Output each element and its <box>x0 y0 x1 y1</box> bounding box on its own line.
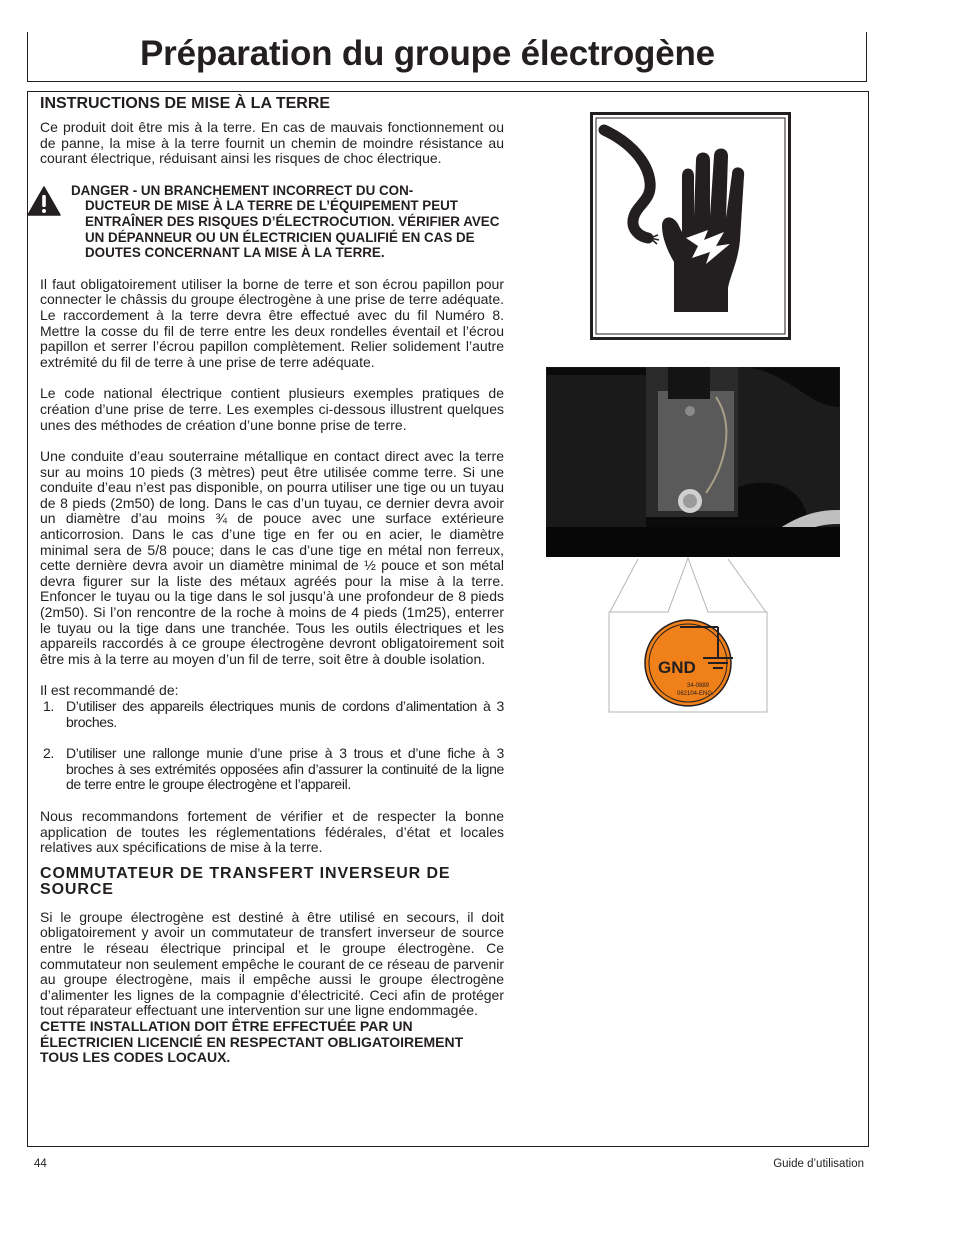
paragraph-electrical-code: Le code national électrique contient plusieurs exemples pratiques de création d’une prise de terre. Les exemples ci-dessous illustrent quelques unes des méthodes de création d’une bonne prise de terre. <box>40 385 504 433</box>
list-item: 2. D’utiliser une rallonge munie d’une prise à 3 trous et d’une fiche à 3 broches à ses extrémités opposées afin d’assurer la continuité de la ligne de terre entre le groupe électrogène et l’appareil. <box>43 745 504 793</box>
gnd-code-1: 34-0889 <box>687 683 710 689</box>
danger-text: DUCTEUR DE MISE À LA TERRE DE L’ÉQUIPEMENT PEUT ENTRAÎNER DES RISQUES D’ÉLECTROCUTION. VÉRIFIER AVEC UN DÉPANNEUR OU UN ÉLECTRICIEN QUALIFIÉ EN CAS DE DOUTES CONCERNANT LA MISE À LA TERRE. <box>85 198 500 261</box>
page-number: 44 <box>34 1158 47 1170</box>
gnd-text: GND <box>658 658 696 677</box>
danger-line-1: DANGER - UN BRANCHEMENT INCORRECT DU CON- <box>71 182 414 198</box>
installation-warning: CETTE INSTALLATION DOIT ÊTRE EFFECTUÉE PAR UN ÉLECTRICIEN LICENCIÉ EN RESPECTANT OBLIGATOIREMENT TOUS LES CODES LOCAUX. <box>40 1017 464 1066</box>
section-heading-transfer-switch: COMMUTATEUR DE TRANSFERT INVERSEUR DE SOURCE <box>40 864 451 898</box>
section-heading-grounding: INSTRUCTIONS DE MISE À LA TERRE <box>40 95 331 112</box>
paragraph-intro: Ce produit doit être mis à la terre. En cas de mauvais fonctionnement ou de panne, la mise à la terre fournit un chemin de moindre résistance au courant électrique, réduisant ainsi les risques de choc électrique. <box>40 119 504 167</box>
gnd-label-callout <box>608 557 768 713</box>
recommendation-intro: Il est recommandé de: <box>40 682 179 699</box>
paragraph-transfer-switch: Si le groupe électrogène est destiné à être utilisé en secours, il doit obligatoirement y avoir un commutateur de transfert inverseur de source entre le réseau électrique principal et le groupe électrogène. Ce commutateur non seulement empêche le courant de ce réseau de parvenir au groupe électrogène, mais il empêche aussi le groupe électrogène d’alimenter les lignes de la compagnie d’électricité. Ceci afin de protéger tout réparateur effectuant une intervention sur une ligne endommagée. <box>40 908 504 1019</box>
list-item: 1. D’utiliser des appareils électriques munis de cordons d’alimentation à 3 broches. <box>43 698 504 730</box>
title-box <box>27 32 867 82</box>
gnd-code-2: 062104-ENG. <box>677 691 714 697</box>
footer-guide-title: Guide d’utilisation <box>773 1158 864 1170</box>
warning-triangle-icon <box>27 186 61 216</box>
danger-notice <box>40 183 504 261</box>
paragraph-ground-terminal: Il faut obligatoirement utiliser la borne de terre et son écrou papillon pour connecter le châssis du groupe électrogène à une prise de terre adéquate. Le raccordement à la terre devra être effectué avec du fil Numéro 8. Mettre la cosse du fil de terre entre les deux rondelles éventail et l’écrou papillon et serrer l’écrou papillon complètement. Relier solidement l’autre extrémité du fil de terre à une prise de terre adéquate. <box>40 275 504 370</box>
page-title: Préparation du groupe électrogène <box>140 34 715 73</box>
text-column <box>40 95 504 1066</box>
ground-terminal-photo <box>546 367 840 557</box>
electric-shock-hazard-icon <box>590 112 791 340</box>
paragraph-water-pipe: Une conduite d’eau souterraine métallique en contact direct avec la terre sur au moins 10 pieds (3 mètres) peut être utilisée comme terre. Si une conduite d’eau n’est pas disponible, on pourra utiliser une tige ou un tuyau de 8 pieds (2m50) de long. Dans le cas d’un tuyau, ce dernier devra avoir un diamètre d’au moins ¾ de pouce avec une surface extérieure anticorrosion. Dans le cas d’une tige en fer ou en acier, le diamètre minimal sera de 5/8 pouce; dans le cas d’une tige en métal non ferreux, cette dernière devra avoir un diamètre minimal de ½ pouce et son métal devra figurer sur la liste des métaux agréés pour la mise à la terre. Enfoncer le tuyau ou la tige dans le sol jusqu’à une profondeur de 8 pieds (2m50). Si l’on rencontre de la roche à moins de 4 pieds (1m25), enterrer le tuyau ou la tige dans une tranchée. Tous les outils électriques et les appareils raccordés à ce groupe électrogène devront obligatoirement soit être mis à la terre au moyen d’un fil de terre, soit être à double isolation. <box>40 448 504 667</box>
paragraph-regulations: Nous recommandons fortement de vérifier et de respecter la bonne application de toutes les réglementations fédérales, d’état et locales relatives aux spécifications de mise à la terre. <box>40 807 504 856</box>
recommendation-list <box>40 699 504 793</box>
